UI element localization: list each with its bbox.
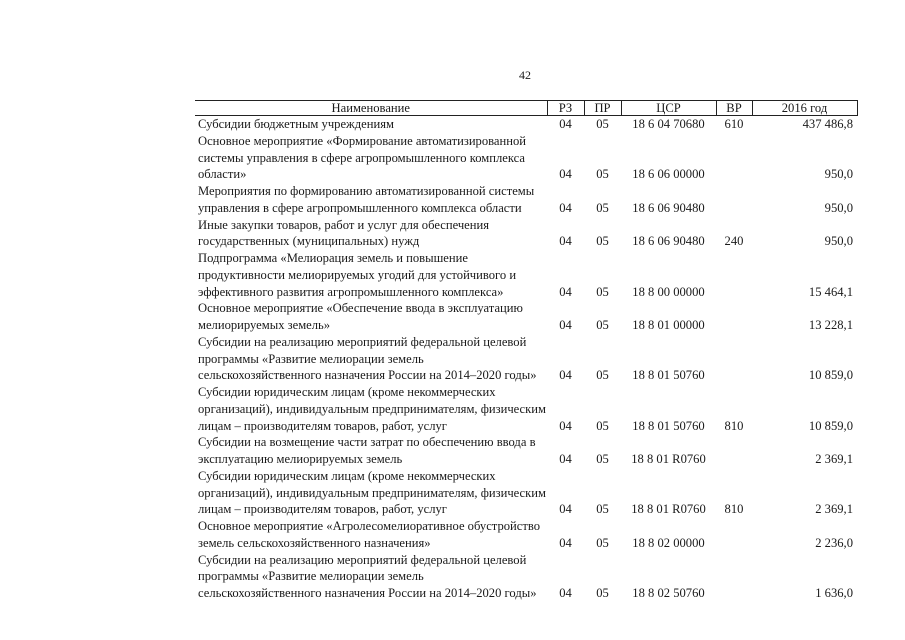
row-csr: 18 8 01 50760 [632, 418, 705, 433]
row-amount: 1 636,0 [815, 586, 853, 600]
table-row [195, 384, 857, 434]
row-rz: 04 [559, 200, 572, 215]
row-pr: 05 [596, 318, 609, 332]
row-name: Субсидии юридическим лицам (кроме некоммерческих организаций), индивидуальным предпринимателям, физическим лицам – производителям товаров, работ, услуг [198, 468, 546, 517]
row-csr: 18 6 06 90480 [632, 234, 705, 249]
header-pr: ПР [584, 101, 621, 116]
row-vr: 240 [724, 234, 744, 249]
row-rz: 04 [559, 452, 572, 466]
row-rz: 04 [559, 586, 572, 600]
row-rz: 04 [559, 368, 572, 383]
row-amount: 10 859,0 [808, 368, 853, 383]
table-row [195, 300, 857, 334]
row-name: Основное мероприятие «Обеспечение ввода в эксплуатацию мелиорируемых земель» [198, 301, 523, 332]
row-csr: 18 6 04 70680 [632, 117, 705, 131]
row-name: Основное мероприятие «Агролесомелиоративное обустройство земель сельскохозяйственного назначения» [198, 519, 541, 550]
row-pr: 05 [596, 234, 609, 249]
table-row [195, 133, 857, 183]
table-row [195, 552, 857, 602]
row-rz: 04 [559, 318, 572, 332]
header-year: 2016 год [752, 101, 857, 116]
row-pr: 05 [596, 117, 609, 131]
row-rz: 04 [559, 167, 572, 182]
row-vr: 810 [724, 418, 744, 433]
budget-table [195, 100, 858, 602]
row-amount: 10 859,0 [808, 418, 853, 433]
row-pr: 05 [596, 284, 609, 299]
row-name: Субсидии юридическим лицам (кроме некоммерческих организаций), индивидуальным предпринимателям, физическим лицам – производителям товаров, работ, услуг [198, 385, 546, 433]
table-row [195, 434, 857, 468]
row-vr [716, 334, 752, 384]
row-rz: 04 [559, 535, 572, 550]
row-amount: 2 369,1 [815, 452, 853, 466]
row-pr: 05 [596, 418, 609, 433]
header-csr: ЦСР [621, 101, 716, 116]
row-pr: 05 [596, 167, 609, 182]
row-rz: 04 [559, 117, 572, 131]
row-amount: 437 486,8 [802, 117, 853, 131]
row-amount: 2 236,0 [815, 535, 853, 550]
row-vr [716, 434, 752, 468]
row-csr: 18 8 01 50760 [632, 368, 705, 383]
table-row [195, 334, 857, 384]
row-vr [716, 183, 752, 217]
row-vr: 610 [724, 117, 744, 131]
row-csr: 18 6 06 90480 [632, 200, 705, 215]
row-amount: 950,0 [824, 167, 853, 182]
row-name: Субсидии бюджетным учреждениям [198, 117, 394, 131]
table-row [195, 183, 857, 217]
row-rz: 04 [559, 234, 572, 249]
row-csr: 18 8 01 R0760 [631, 502, 706, 517]
page-number: 42 [519, 68, 531, 82]
row-csr: 18 8 01 R0760 [631, 452, 706, 466]
row-vr [716, 133, 752, 183]
header-name: Наименование [195, 101, 547, 116]
row-amount: 950,0 [824, 234, 853, 249]
row-name: Иные закупки товаров, работ и услуг для обеспечения государственных (муниципальных) нужд [198, 217, 490, 249]
row-pr: 05 [596, 452, 609, 466]
row-rz: 04 [559, 502, 572, 517]
row-pr: 05 [596, 200, 609, 215]
row-vr [716, 300, 752, 334]
row-amount: 13 228,1 [808, 318, 853, 332]
row-vr [716, 552, 752, 602]
row-name: Субсидии на возмещение части затрат по обеспечению ввода в эксплуатацию мелиорируемых земель [198, 435, 536, 466]
table-row [195, 250, 857, 300]
row-name: Подпрограмма «Мелиорация земель и повышение продуктивности мелиорируемых угодий для устойчивого и эффективного развития агропромышленного комплекса» [198, 251, 517, 299]
row-vr: 810 [724, 502, 744, 517]
row-pr: 05 [596, 586, 609, 600]
row-rz: 04 [559, 418, 572, 433]
table-header-row [195, 101, 857, 116]
table-row [195, 518, 857, 552]
row-pr: 05 [596, 368, 609, 383]
row-name: Субсидии на реализацию мероприятий федеральной целевой программы «Развитие мелиорации земель сельскохозяйственного назначения России на 2014–2020 годы» [198, 552, 537, 600]
table-row [195, 217, 857, 251]
row-pr: 05 [596, 535, 609, 550]
row-csr: 18 8 02 00000 [632, 535, 705, 550]
row-rz: 04 [559, 284, 572, 299]
row-vr [716, 250, 752, 300]
header-rz: РЗ [547, 101, 584, 116]
row-amount: 2 369,1 [815, 502, 853, 517]
row-name: Основное мероприятие «Формирование автоматизированной системы управления в сфере агропромышленного комплекса области» [198, 133, 527, 182]
row-amount: 950,0 [824, 200, 853, 215]
row-csr: 18 6 06 00000 [632, 167, 705, 182]
table-row [195, 116, 857, 133]
row-csr: 18 8 01 00000 [632, 318, 705, 332]
row-name: Субсидии на реализацию мероприятий федеральной целевой программы «Развитие мелиорации земель сельскохозяйственного назначения России на 2014–2020 годы» [198, 334, 537, 383]
table-row [195, 468, 857, 518]
row-csr: 18 8 00 00000 [632, 284, 705, 299]
row-amount: 15 464,1 [808, 284, 853, 299]
row-name: Мероприятия по формированию автоматизированной системы управления в сфере агропромышленного комплекса области [198, 184, 535, 215]
header-vr: ВР [716, 101, 752, 116]
row-pr: 05 [596, 502, 609, 517]
row-vr [716, 518, 752, 552]
row-csr: 18 8 02 50760 [632, 586, 705, 600]
